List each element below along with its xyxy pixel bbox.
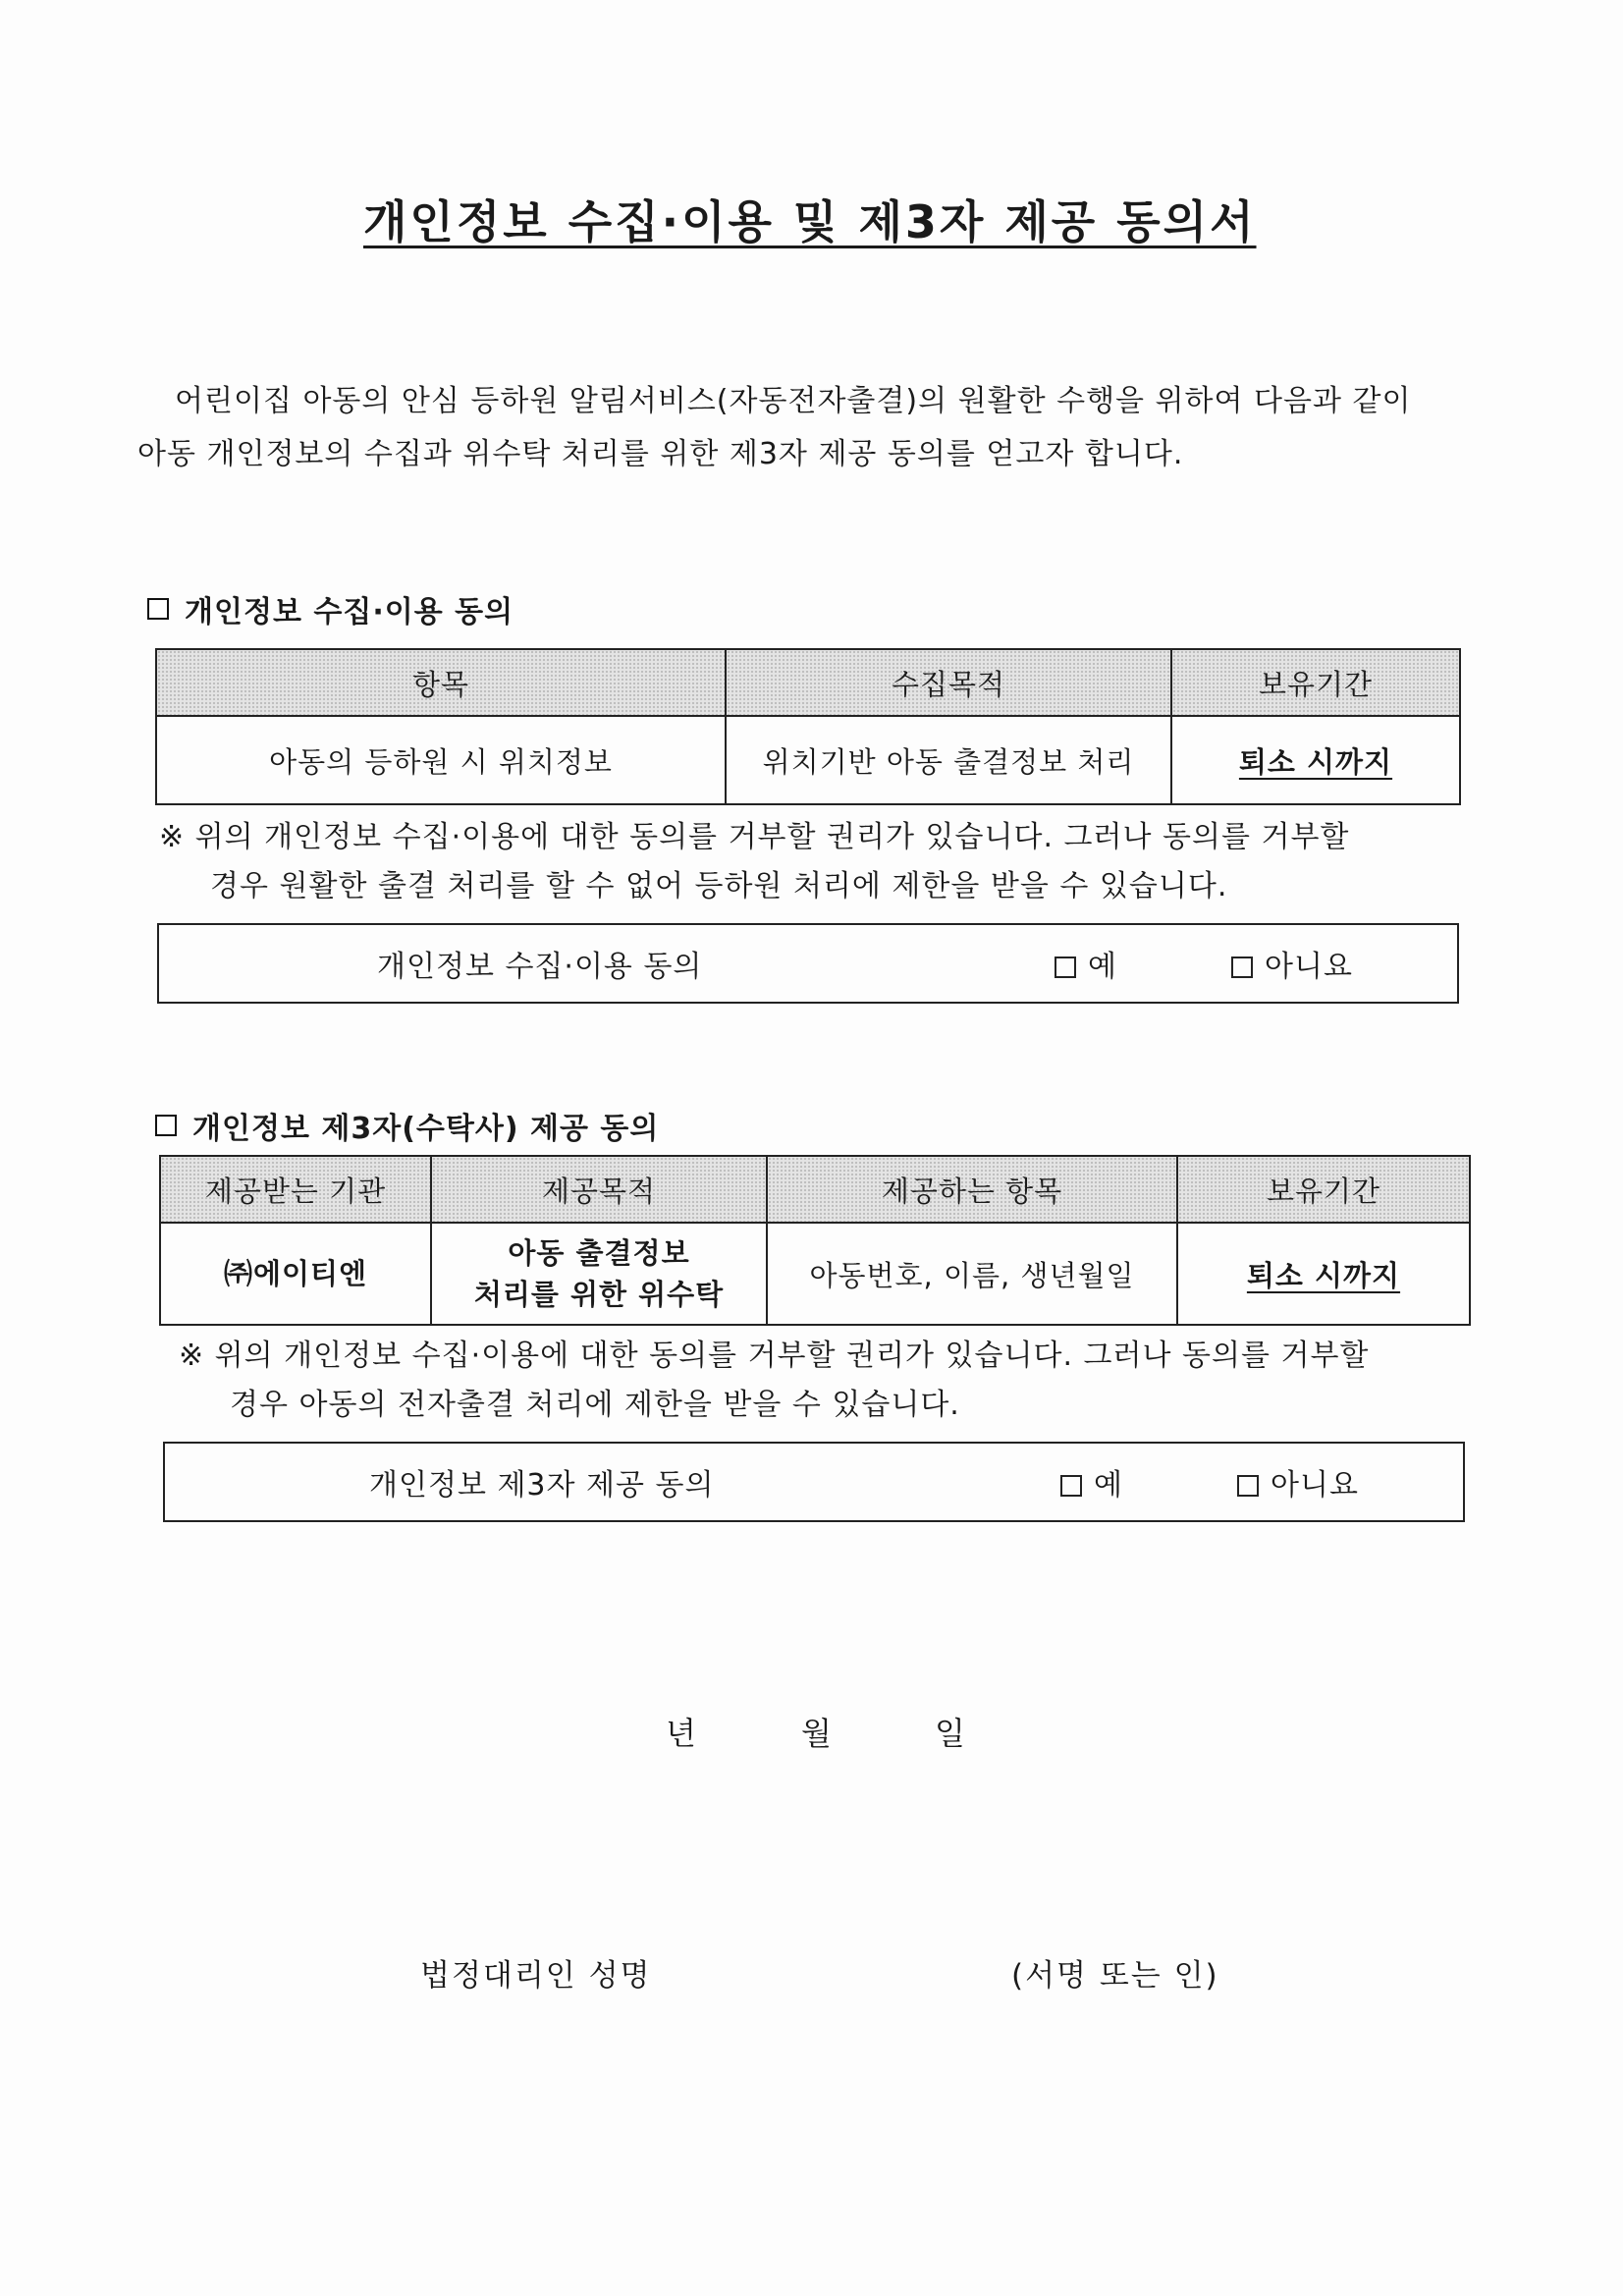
consent-no-option[interactable] <box>1237 1460 1359 1503</box>
note-line-2: 경우 아동의 전자출결 처리에 제한을 받을 수 있습니다. <box>230 1388 960 1422</box>
consent-yes-option[interactable] <box>1055 942 1117 985</box>
section2-table <box>159 1155 1471 1326</box>
table-header-cell: 보유기간 <box>1177 1156 1470 1223</box>
table-cell-items: 아동번호, 이름, 생년월일 <box>767 1223 1177 1325</box>
table-row <box>160 1223 1470 1325</box>
section1-consent-box <box>157 923 1459 1004</box>
checkbox-icon[interactable] <box>1237 1475 1259 1497</box>
checkbox-icon[interactable] <box>1055 957 1076 978</box>
consent-label: 개인정보 제3자 제공 동의 <box>369 1468 715 1503</box>
retention-period: 퇴소 시까지 <box>1238 744 1393 779</box>
purpose-line-2: 처리를 위한 위수탁 <box>473 1278 725 1311</box>
table-cell-period <box>1177 1223 1470 1325</box>
section1-heading-text: 개인정보 수집·이용 동의 <box>185 595 514 629</box>
purpose-line-1: 아동 출결정보 <box>508 1236 690 1270</box>
consent-yes-option[interactable] <box>1060 1460 1123 1503</box>
table-cell-purpose <box>431 1223 767 1325</box>
section2-note <box>179 1332 1369 1430</box>
table-header-row <box>160 1156 1470 1223</box>
document-title: 개인정보 수집·이용 및 제3자 제공 동의서 <box>363 195 1257 248</box>
section2-consent-box <box>163 1442 1465 1522</box>
table-header-cell: 제공받는 기관 <box>160 1156 431 1223</box>
table-header-cell: 수집목적 <box>726 649 1171 716</box>
section2-heading <box>155 1104 659 1147</box>
intro-line-2: 아동 개인정보의 수집과 위수탁 처리를 위한 제3자 제공 동의를 얻고자 합니다. <box>137 437 1184 471</box>
note-line-1: ※ 위의 개인정보 수집·이용에 대한 동의를 거부할 권리가 있습니다. 그러나 동의를 거부할 <box>179 1339 1370 1373</box>
date-month: 월 <box>801 1715 832 1752</box>
section1-table <box>155 648 1461 805</box>
table-header-row <box>156 649 1460 716</box>
table-header-cell: 제공하는 항목 <box>767 1156 1177 1223</box>
intro-line-1: 어린이집 아동의 안심 등하원 알림서비스(자동전자출결)의 원활한 수행을 위하여 다음과 같이 <box>175 384 1412 418</box>
consent-no-option[interactable] <box>1231 942 1353 985</box>
table-cell-purpose: 위치기반 아동 출결정보 처리 <box>726 716 1171 804</box>
checkbox-icon[interactable] <box>1231 957 1253 978</box>
date-day: 일 <box>935 1715 965 1752</box>
consent-no-label: 아니요 <box>1265 950 1353 984</box>
checkbox-icon[interactable] <box>1060 1475 1082 1497</box>
consent-yes-label: 예 <box>1088 950 1117 984</box>
table-cell-period <box>1171 716 1460 804</box>
intro-paragraph <box>137 375 1434 481</box>
consent-label: 개인정보 수집·이용 동의 <box>377 950 703 984</box>
section1-heading <box>147 587 514 630</box>
date-year: 년 <box>666 1715 696 1752</box>
table-cell-org <box>160 1223 431 1325</box>
table-header-cell: 제공목적 <box>431 1156 767 1223</box>
table-header-cell: 보유기간 <box>1171 649 1460 716</box>
note-line-1: ※ 위의 개인정보 수집·이용에 대한 동의를 거부할 권리가 있습니다. 그러나 동의를 거부할 <box>159 820 1350 854</box>
signature-label: 법정대리인 성명 <box>420 1958 652 1994</box>
section2-heading-text: 개인정보 제3자(수탁사) 제공 동의 <box>192 1112 660 1146</box>
consent-no-label: 아니요 <box>1271 1468 1359 1503</box>
signature-hint: (서명 또는 인) <box>1011 1958 1219 1994</box>
table-cell-item: 아동의 등하원 시 위치정보 <box>156 716 726 804</box>
table-header-cell: 항목 <box>156 649 726 716</box>
checkbox-icon <box>147 598 169 620</box>
note-line-2: 경우 원활한 출결 처리를 할 수 없어 등하원 처리에 제한을 받을 수 있습니다. <box>210 869 1228 903</box>
section1-note <box>159 813 1349 911</box>
consent-yes-label: 예 <box>1094 1468 1123 1503</box>
retention-period: 퇴소 시까지 <box>1246 1258 1401 1292</box>
table-row <box>156 716 1460 804</box>
recipient-org: ㈜에이티엔 <box>223 1257 368 1290</box>
checkbox-icon <box>155 1115 177 1136</box>
